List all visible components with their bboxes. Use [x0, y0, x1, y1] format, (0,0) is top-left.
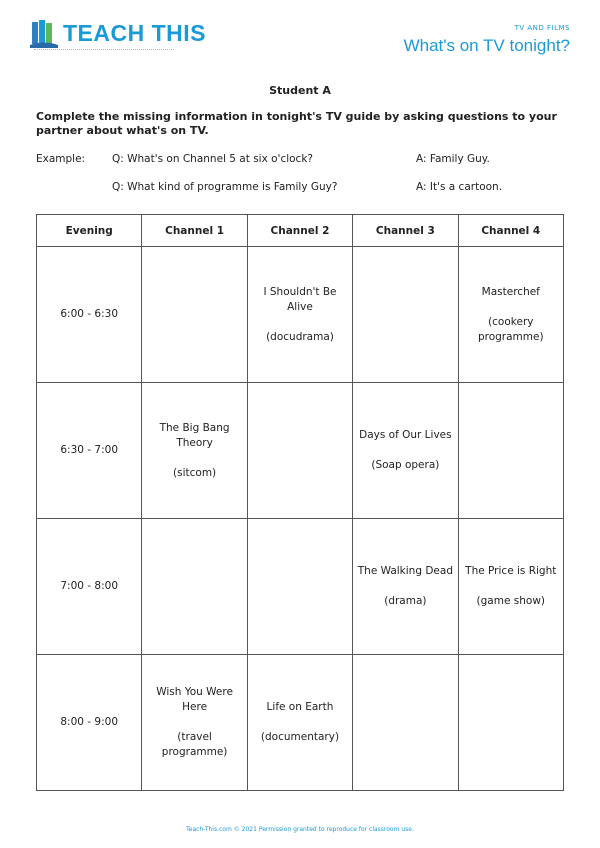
programme-cell — [142, 383, 247, 519]
programme-cell — [353, 655, 458, 791]
example-label: Example: — [36, 153, 86, 165]
brand-logo — [30, 18, 206, 48]
time-cell: 6:00 - 6:30 — [37, 247, 142, 383]
programme-cell — [247, 247, 352, 383]
category-label: TV AND FILMS — [514, 24, 570, 32]
book-icon — [30, 18, 58, 48]
programme-cell — [353, 519, 458, 655]
programme-title: Wish You Were Here — [156, 686, 233, 713]
logo-tagline-line — [34, 49, 174, 54]
programme-title: The Walking Dead — [357, 565, 453, 577]
programme-title: The Big Bang Theory — [159, 421, 230, 449]
programme-cell — [458, 383, 563, 519]
programme-title: Life on Earth — [266, 701, 334, 713]
programme-cell — [247, 519, 352, 655]
column-header-channel-3: Channel 3 — [353, 215, 458, 247]
column-header-channel-4: Channel 4 — [458, 215, 563, 247]
footer-copyright: Teach-This.com © 2021 Permission granted to reproduce for classroom use. — [186, 826, 414, 833]
programme-type: (docudrama) — [266, 330, 334, 343]
programme-title: Days of Our Lives — [359, 429, 452, 441]
table-row — [37, 655, 564, 791]
tv-guide-table — [36, 214, 564, 791]
example-answer: A: It's a cartoon. — [416, 181, 503, 193]
programme-type: (sitcom) — [173, 466, 217, 479]
programme-cell — [353, 383, 458, 519]
programme-cell — [142, 519, 247, 655]
student-label: Student A — [269, 84, 331, 97]
page-title: What's on TV tonight? — [403, 36, 570, 55]
programme-title: I Shouldn't Be Alive — [263, 285, 337, 313]
column-header-evening: Evening — [37, 215, 142, 247]
programme-cell — [142, 247, 247, 383]
programme-cell — [247, 383, 352, 519]
programme-cell — [353, 247, 458, 383]
programme-cell — [142, 655, 247, 791]
programme-type: (travel programme) — [161, 731, 228, 758]
programme-cell — [247, 655, 352, 791]
programme-type: (cookery programme) — [477, 315, 544, 343]
programme-type: (drama) — [384, 595, 427, 607]
table-row — [37, 383, 564, 519]
example-question: Q: What kind of programme is Family Guy? — [112, 181, 338, 193]
column-header-channel-1: Channel 1 — [142, 215, 247, 247]
table-header-row — [37, 215, 564, 247]
example-answer: A: Family Guy. — [416, 153, 490, 165]
programme-cell — [458, 519, 563, 655]
programme-cell — [458, 247, 563, 383]
table-row — [37, 247, 564, 383]
programme-type: (documentary) — [260, 731, 340, 743]
programme-title: Masterchef — [481, 285, 540, 298]
time-cell: 7:00 - 8:00 — [37, 519, 142, 655]
programme-type: (Soap opera) — [371, 459, 440, 471]
instructions: Complete the missing information in tonight's TV guide by asking questions to your partner about what's on TV. — [36, 110, 557, 137]
programme-type: (game show) — [476, 595, 546, 607]
page-header — [0, 0, 600, 70]
time-cell: 8:00 - 9:00 — [37, 655, 142, 791]
programme-cell — [458, 655, 563, 791]
time-cell: 6:30 - 7:00 — [37, 383, 142, 519]
table-row — [37, 519, 564, 655]
example-question: Q: What's on Channel 5 at six o'clock? — [112, 153, 313, 165]
programme-title: The Price is Right — [465, 565, 557, 577]
brand-name: TEACH THIS — [63, 19, 206, 46]
column-header-channel-2: Channel 2 — [247, 215, 352, 247]
